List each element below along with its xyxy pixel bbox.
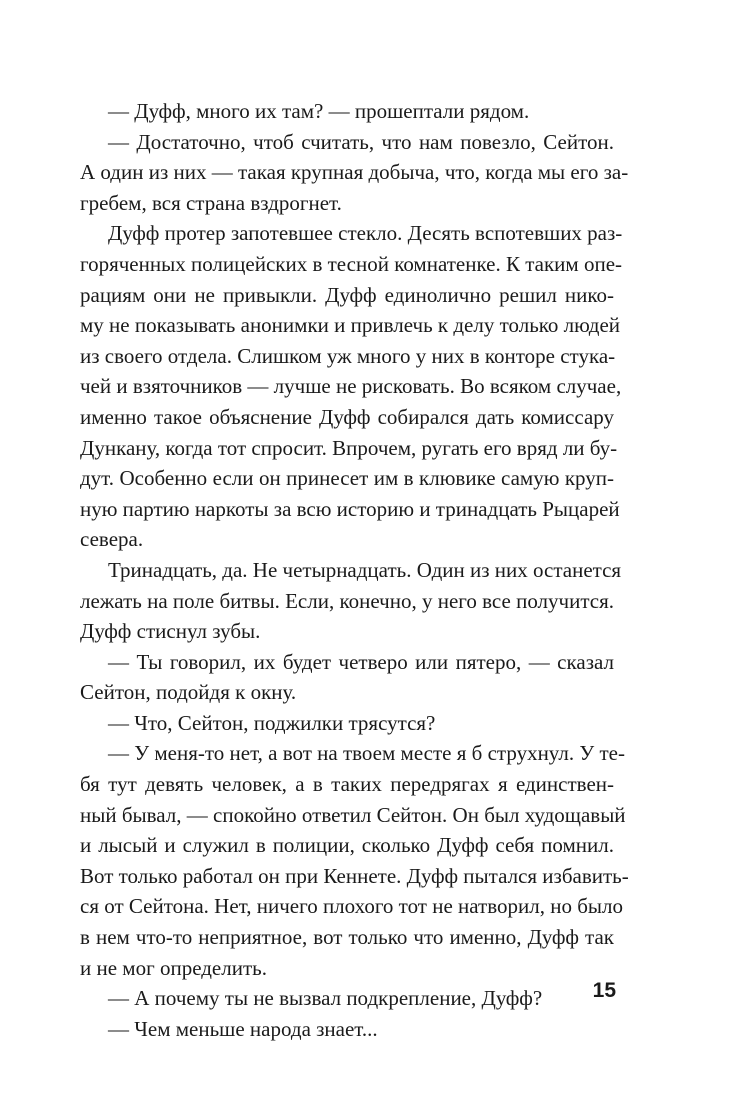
text-line: — Достаточно, чтоб считать, что нам повезло, Сейтон.	[108, 129, 614, 154]
text-line: — У меня-то нет, а вот на твоем месте я б струхнул. У те-	[108, 741, 625, 766]
text-line: — Дуфф, много их там? — прошептали рядом.	[108, 99, 530, 123]
text-line: Дуфф стиснул зубы.	[80, 619, 261, 644]
text-line: гребем, вся страна вздрогнет.	[80, 190, 342, 215]
text-line: бя тут девять человек, а в таких передрягах я единствен-	[80, 772, 614, 797]
text-line: Тринадцать, да. Не четырнадцать. Один из них останется	[108, 557, 622, 582]
text-line: Вот только работал он при Кеннете. Дуфф пытался избавить-	[80, 863, 629, 888]
text-line: ную партию наркоты за всю историю и тринадцать Рыцарей	[80, 496, 620, 521]
text-line: Дункану, когда тот спросит. Впрочем, ругать его вряд ли бу-	[80, 435, 618, 460]
text-line: — Чем меньше народа знает...	[108, 1016, 378, 1041]
text-line: рациям они не привыкли. Дуфф единолично решил нико-	[80, 282, 614, 307]
text-line: чей и взяточников — лучше не рисковать. Во всяком случае,	[80, 374, 622, 399]
text-line: ный бывал, — спокойно ответил Сейтон. Он был худощавый	[80, 802, 626, 827]
page-number: 15	[592, 979, 616, 1002]
text-line: горяченных полицейских в тесной комнатенке. К таким опе-	[80, 251, 623, 276]
text-line: из своего отдела. Слишком уж много у них в конторе стука-	[80, 343, 616, 368]
text-line: ся от Сейтона. Нет, ничего плохого тот не натворил, но было	[80, 894, 623, 919]
text-line: и не мог определить.	[80, 955, 267, 980]
body-text	[80, 96, 629, 1044]
text-line: в нем что-то неприятное, вот только что именно, Дуфф так	[80, 925, 614, 950]
text-line: — Что, Сейтон, поджилки трясутся?	[108, 710, 436, 735]
text-line: — А почему ты не вызвал подкрепление, Дуфф?	[108, 986, 543, 1011]
text-line: му не показывать анонимки и привлечь к делу только людей	[80, 313, 621, 338]
text-line: дут. Особенно если он принесет им в клювике самую круп-	[80, 466, 614, 491]
text-line: именно такое объяснение Дуфф собирался дать комиссару	[80, 404, 614, 429]
text-line: А один из них — такая крупная добыча, что, когда мы его за-	[80, 160, 629, 185]
text-line: лежать на поле битвы. Если, конечно, у него все получится.	[80, 588, 614, 613]
text-line: севера.	[80, 527, 144, 552]
text-line: — Ты говорил, их будет четверо или пятеро, — сказал	[108, 649, 614, 674]
text-line: Дуфф протер запотевшее стекло. Десять вспотевших раз-	[108, 221, 623, 246]
text-line: Сейтон, подойдя к окну.	[80, 680, 297, 705]
text-line: и лысый и служил в полиции, сколько Дуфф себя помнил.	[80, 833, 614, 858]
